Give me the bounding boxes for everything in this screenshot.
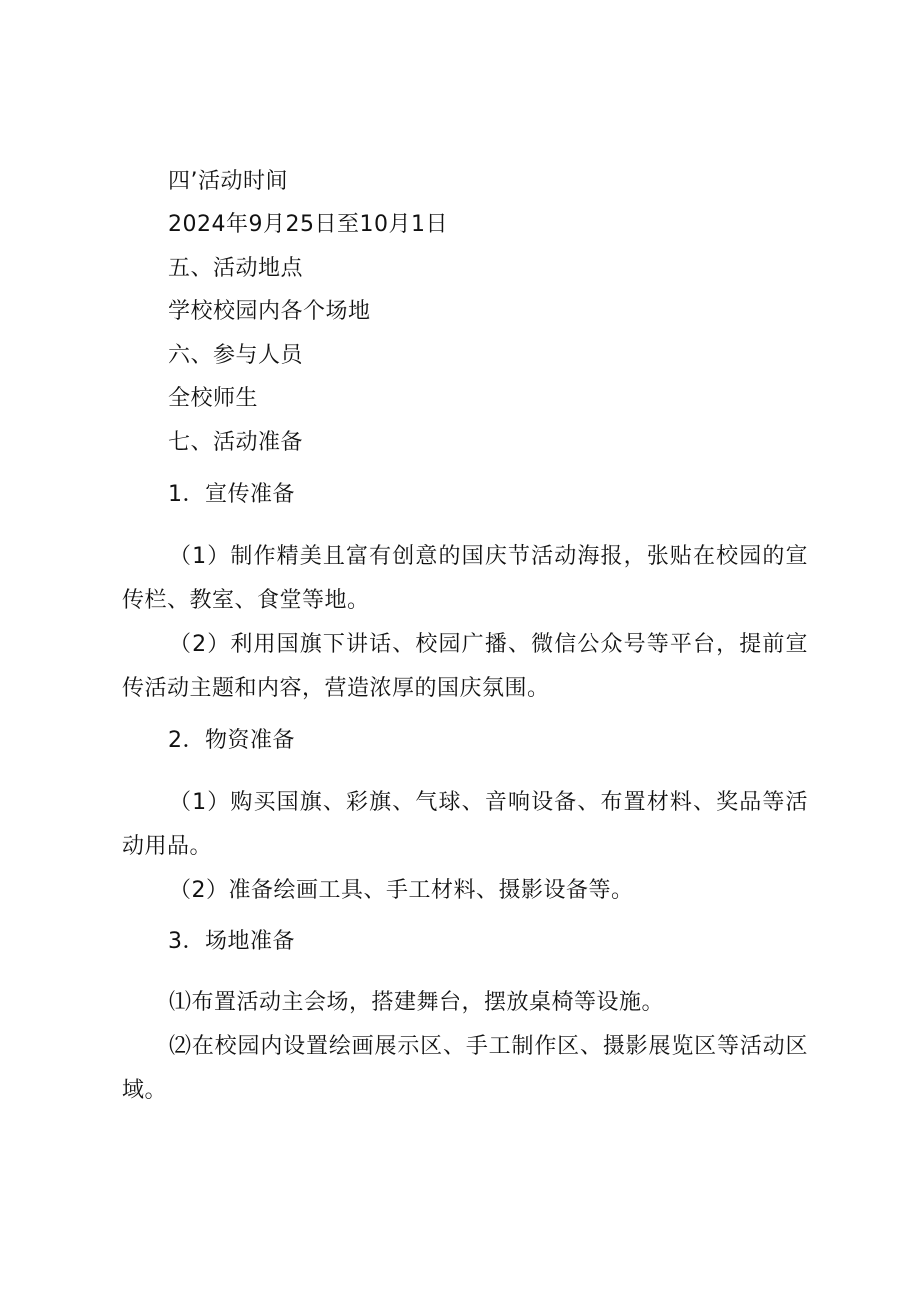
sub1-item2: （2）利用国旗下讲话、校园广播、微信公众号等平台，提前宣传活动主题和内容，营造浓厚的国庆氛围。 — [122, 632, 808, 701]
section-5-content: 学校校园内各个场地 — [168, 299, 371, 324]
section-4-content: 2024年9月25日至10月1日 — [168, 212, 448, 237]
sub2-heading: 2．物资准备 — [168, 728, 295, 753]
section-4-heading: 四’活动时间 — [168, 169, 288, 194]
sub1-heading: 1．宣传准备 — [168, 482, 295, 507]
sub1-item1: （1）制作精美且富有创意的国庆节活动海报，张贴在校园的宣传栏、教室、食堂等地。 — [122, 544, 808, 613]
sub3-heading: 3．场地准备 — [168, 929, 295, 954]
sub2-item1: （1）购买国旗、彩旗、气球、音响设备、布置材料、奖品等活动用品。 — [122, 790, 808, 859]
section-7-heading: 七、活动准备 — [168, 430, 304, 455]
section-6-heading: 六、参与人员 — [168, 343, 304, 368]
sub3-item2: ⑵在校园内设置绘画展示区、手工制作区、摄影展览区等活动区域。 — [122, 1034, 808, 1103]
section-5-heading: 五、活动地点 — [168, 256, 304, 281]
sub3-item1: ⑴布置活动主会场，搭建舞台，摆放桌椅等设施。 — [169, 990, 665, 1015]
sub2-item2: （2）准备绘画工具、手工材料、摄影设备等。 — [169, 878, 634, 903]
section-6-content: 全校师生 — [168, 386, 259, 411]
